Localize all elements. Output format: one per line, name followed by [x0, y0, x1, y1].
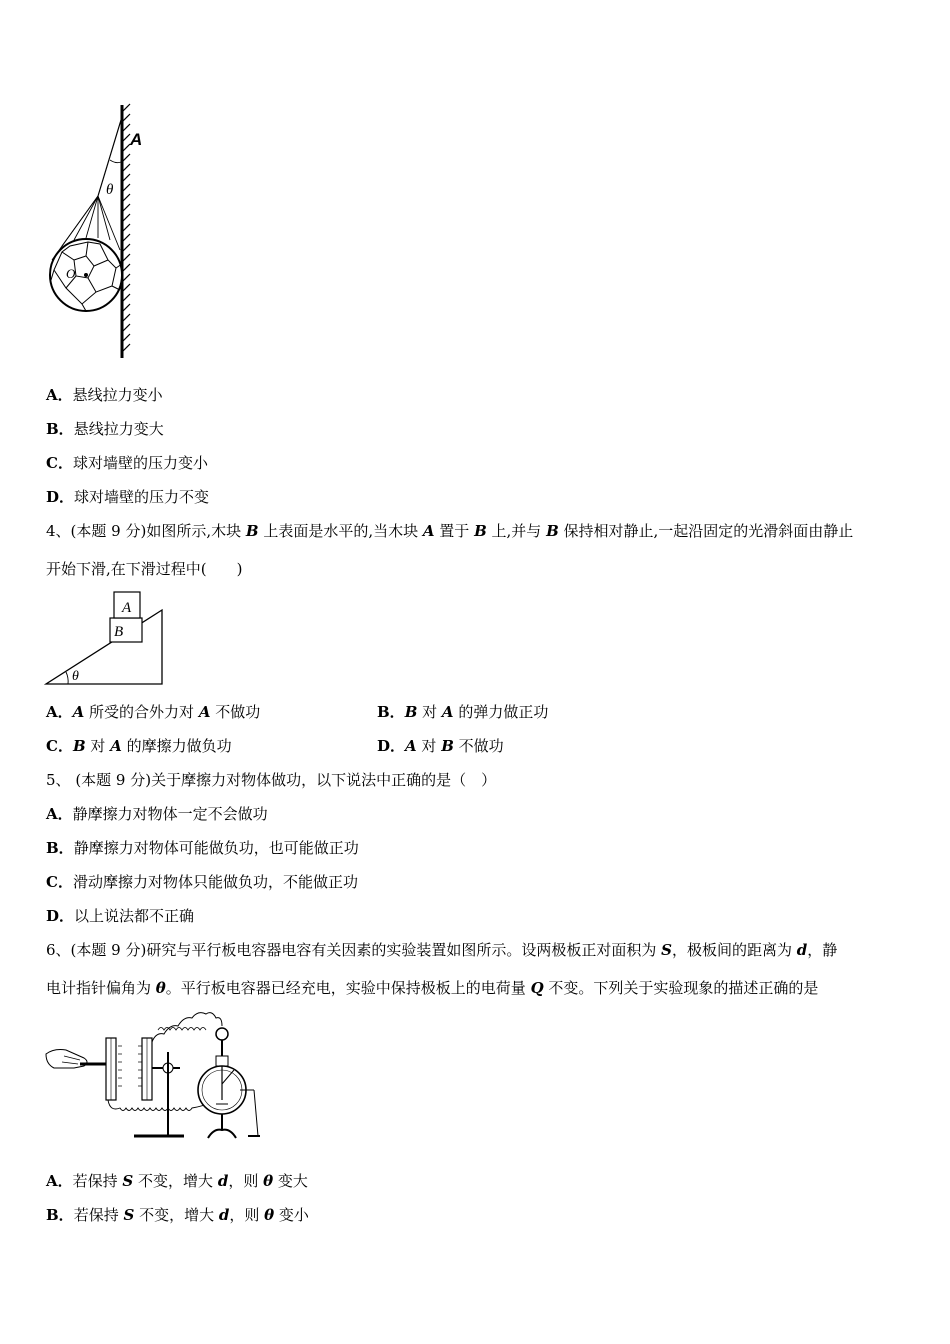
q5-option-b[interactable]: B．静摩擦力对物体可能做负功，也可能做正功: [46, 839, 359, 857]
q6-option-a[interactable]: A．若保持 S 不变，增大 d，则 θ 变大: [46, 1172, 308, 1190]
point-a-label: A: [130, 130, 143, 149]
ball-on-wall-figure: [40, 100, 160, 362]
q3-option-c[interactable]: C．球对墙壁的压力变小: [46, 454, 208, 472]
q3-option-b[interactable]: B．悬线拉力变大: [46, 420, 164, 438]
ball-center-label: O: [66, 266, 76, 281]
q6-stem-line1: 6、(本题 9 分)研究与平行板电容器电容有关因素的实验装置如图所示。设两极板正对面积为 S，极板间的距离为 d，静: [46, 941, 838, 959]
q4-option-a[interactable]: A．A 所受的合外力对 A 不做功: [46, 703, 261, 721]
q5-option-c[interactable]: C．滑动摩擦力对物体只能做负功，不能做正功: [46, 873, 358, 891]
q3-option-a[interactable]: A．悬线拉力变小: [46, 386, 163, 404]
incline-angle-label: θ: [72, 669, 79, 684]
q6-option-b[interactable]: B．若保持 S 不变，增大 d，则 θ 变小: [46, 1206, 309, 1224]
q4-option-c[interactable]: C．B 对 A 的摩擦力做负功: [46, 737, 232, 755]
capacitor-electrometer-figure: [44, 1012, 264, 1144]
q4-option-d[interactable]: D．A 对 B 不做功: [377, 737, 504, 755]
block-b-label: B: [114, 624, 124, 640]
q5-stem: 5、 (本题 9 分)关于摩擦力对物体做功，以下说法中正确的是（ ）: [46, 771, 497, 789]
q5-option-d[interactable]: D．以上说法都不正确: [46, 907, 195, 925]
incline-blocks-figure: [44, 590, 168, 688]
block-a-label: A: [122, 600, 132, 616]
theta-label: θ: [106, 182, 114, 198]
q5-option-a[interactable]: A．静摩擦力对物体一定不会做功: [46, 805, 268, 823]
q4-option-b[interactable]: B．B 对 A 的弹力做正功: [377, 703, 549, 721]
q3-option-d[interactable]: D．球对墙壁的压力不变: [46, 488, 210, 506]
q4-stem-line1: 4、(本题 9 分)如图所示,木块 B 上表面是水平的,当木块 A 置于 B 上,并与 B 保持相对静止,一起沿固定的光滑斜面由静止: [46, 522, 854, 540]
q4-stem-line2: 开始下滑,在下滑过程中( ): [46, 560, 243, 578]
q6-stem-line2: 电计指针偏角为 θ。平行板电容器已经充电，实验中保持极板上的电荷量 Q 不变。下列关于实验现象的描述正确的是: [46, 979, 819, 997]
